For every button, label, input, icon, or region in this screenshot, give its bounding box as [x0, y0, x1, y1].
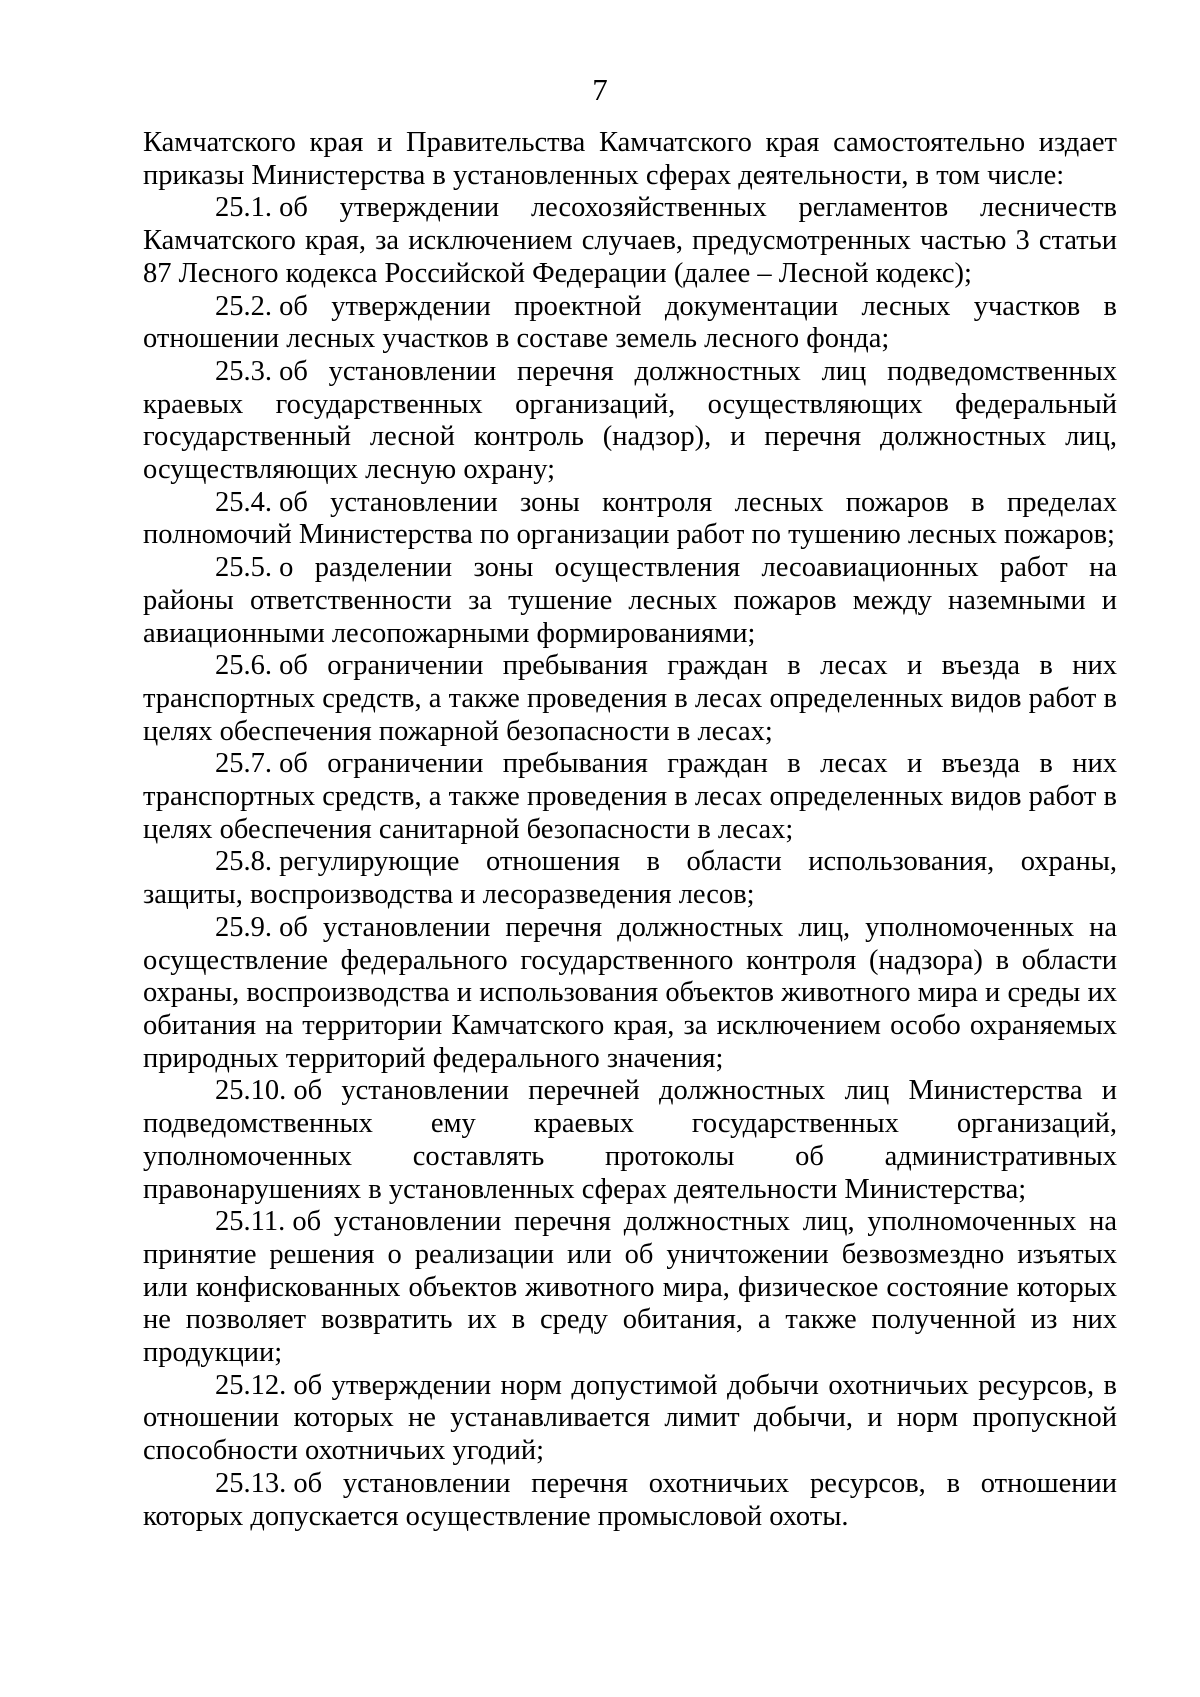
item-number: 25.4. [215, 486, 272, 518]
item-text: об утверждении проектной документации лесных участков в отношении лесных участков в составе земель лесного фонда; [143, 290, 1117, 355]
item-text: об установлении перечня должностных лиц, уполномоченных на принятие решения о реализации или об уничтожении безвозмездно изъятых или конфискованных объектов животного мира, физическое состояние которых не позволяет возвратить их в среду обитания, а также полученной из них продукции; [143, 1206, 1117, 1369]
item-text: об установлении зоны контроля лесных пожаров в пределах полномочий Министерства по организации работ по тушению лесных пожаров; [143, 486, 1117, 551]
list-item-25-11 [143, 1206, 1117, 1370]
list-item-25-12 [143, 1370, 1117, 1468]
list-item-25-8 [143, 846, 1117, 911]
item-number: 25.3. [215, 355, 272, 387]
item-number: 25.13. [215, 1467, 287, 1499]
item-text: о разделении зоны осуществления лесоавиационных работ на районы ответственности за тушение лесных пожаров между наземными и авиационными лесопожарными формированиями; [143, 552, 1117, 649]
list-item-25-4 [143, 487, 1117, 552]
page-number: 7 [592, 72, 608, 107]
item-text: регулирующие отношения в области использования, охраны, защиты, воспроизводства и лесоразведения лесов; [143, 846, 1117, 911]
list-item-25-1 [143, 192, 1117, 290]
intro-paragraph: Камчатского края и Правительства Камчатского края самостоятельно издает приказы Министерства в установленных сферах деятельности, в том числе: [143, 127, 1117, 191]
list-item-25-10 [143, 1075, 1117, 1206]
list-item-25-6 [143, 650, 1117, 748]
item-text: об утверждении лесохозяйственных регламентов лесничеств Камчатского края, за исключением случаев, предусмотренных частью 3 статьи 87 Лесного кодекса Российской Федерации (далее – Лесной кодекс); [143, 192, 1117, 289]
item-text: об утверждении норм допустимой добычи охотничьих ресурсов, в отношении которых не устанавливается лимит добычи, и норм пропускной способности охотничьих угодий; [143, 1369, 1117, 1467]
list-item-25-5 [143, 552, 1117, 650]
item-number: 25.11. [215, 1206, 286, 1238]
item-text: об установлении перечня должностных лиц, уполномоченных на осуществление федерального государственного контроля (надзора) в области охраны, воспроизводства и использования объектов животного мира и среды их обитания на территории Камчатского края, за исключением особо охраняемых природных территорий федерального значения; [143, 911, 1117, 1074]
item-number: 25.8. [215, 846, 272, 878]
list-item-25-2 [143, 291, 1117, 356]
item-number: 25.1. [215, 192, 272, 224]
item-text: об установлении перечня охотничьих ресурсов, в отношении которых допускается осуществление промысловой охоты. [143, 1467, 1117, 1532]
item-text: об ограничении пребывания граждан в лесах и въезда в них транспортных средств, а также проведения в лесах определенных видов работ в целях обеспечения санитарной безопасности в лесах; [143, 748, 1117, 845]
list-item-25-9 [143, 912, 1117, 1076]
item-number: 25.7. [215, 748, 272, 780]
item-text: об установлении перечней должностных лиц Министерства и подведомственных ему краевых государственных организаций, уполномоченных составлять протоколы об административных правонарушениях в установленных сферах деятельности Министерства; [143, 1075, 1117, 1205]
item-number: 25.12. [215, 1369, 287, 1401]
list-item-25-3 [143, 356, 1117, 487]
item-number: 25.5. [215, 552, 272, 584]
list-item-25-13 [143, 1468, 1117, 1533]
item-number: 25.2. [215, 290, 272, 322]
list-item-25-7 [143, 748, 1117, 846]
document-body [143, 127, 1117, 1533]
item-number: 25.9. [215, 911, 272, 943]
item-number: 25.10. [215, 1075, 287, 1107]
item-text: об ограничении пребывания граждан в лесах и въезда в них транспортных средств, а также проведения в лесах определенных видов работ в целях обеспечения пожарной безопасности в лесах; [143, 650, 1117, 747]
item-text: об установлении перечня должностных лиц подведомственных краевых государственных организаций, осуществляющих федеральный государственный лесной контроль (надзор), и перечня должностных лиц, осуществляющих лесную охрану; [143, 355, 1117, 486]
item-number: 25.6. [215, 650, 272, 682]
